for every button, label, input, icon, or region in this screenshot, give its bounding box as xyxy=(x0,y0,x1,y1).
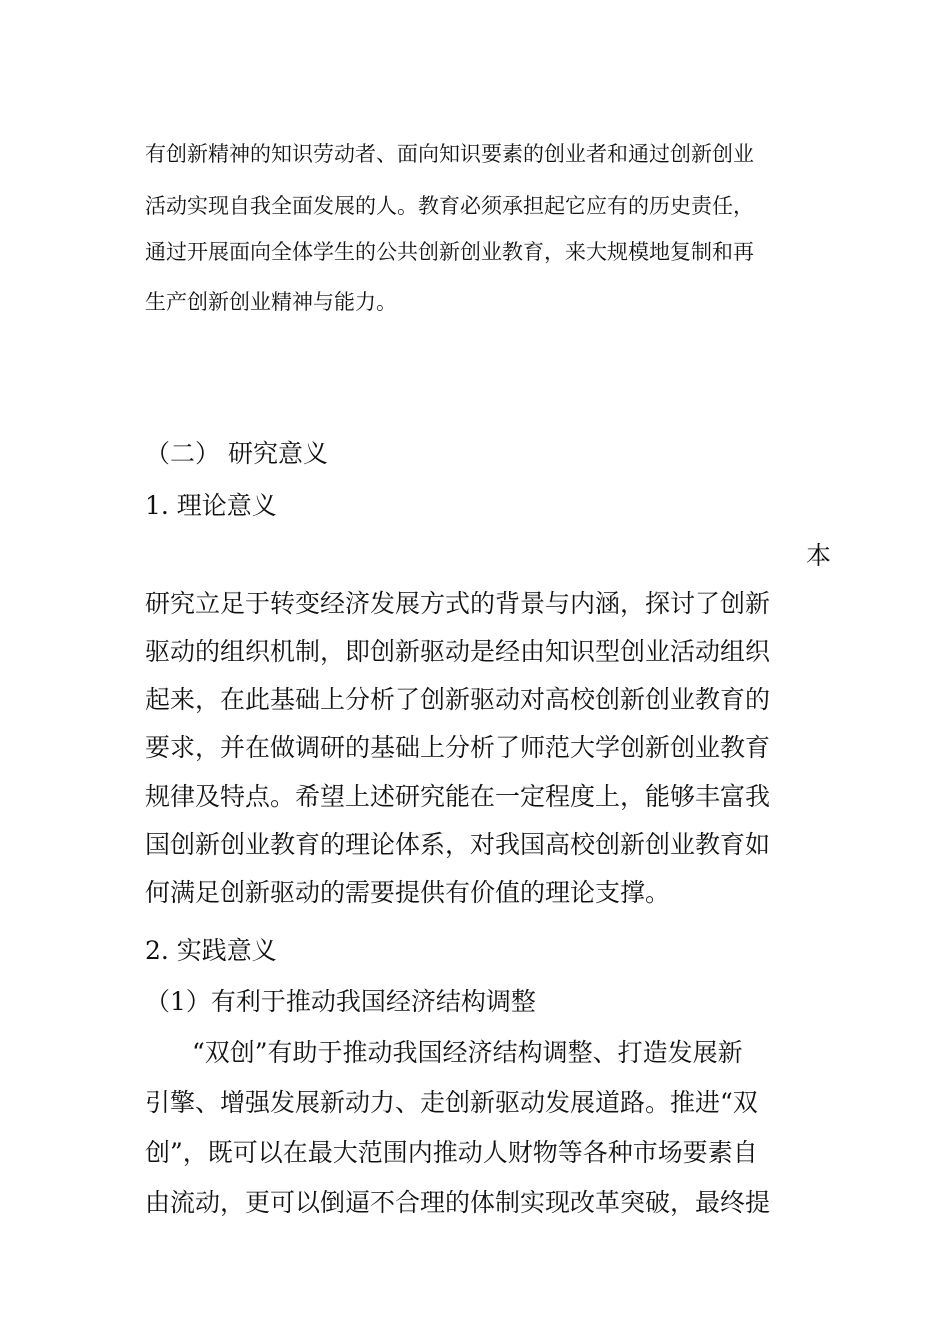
theory-line-5: 规律及特点。希望上述研究能在一定程度上，能够丰富我 xyxy=(145,782,771,811)
theory-line-2: 驱动的组织机制，即创新驱动是经由知识型创业活动组织 xyxy=(145,637,771,666)
practice-line-2: 引擎、增强发展新动力、走创新驱动发展道路。推进“双 xyxy=(145,1088,758,1117)
intro-line-4: 生产创新创业精神与能力。 xyxy=(145,290,397,314)
intro-line-1: 有创新精神的知识劳动者、面向知识要素的创业者和通过创新创业 xyxy=(145,142,754,166)
subsection-2-heading: 2. 实践意义 xyxy=(145,936,277,965)
section-heading: （二） 研究意义 xyxy=(145,439,328,468)
practice-line-4: 由流动，更可以倒逼不合理的体制实现改革突破，最终提 xyxy=(145,1188,771,1217)
theory-line-3: 起来，在此基础上分析了创新驱动对高校创新创业教育的 xyxy=(145,685,771,714)
theory-line-6: 国创新创业教育的理论体系，对我国高校创新创业教育如 xyxy=(145,830,771,859)
intro-line-2: 活动实现自我全面发展的人。教育必须承担起它应有的历史责任， xyxy=(145,194,754,218)
subsection-2-item-1-heading: （1）有利于推动我国经济结构调整 xyxy=(145,987,536,1016)
practice-line-1: “双创”有助于推动我国经济结构调整、打造发展新 xyxy=(192,1038,743,1067)
theory-line-4: 要求，并在做调研的基础上分析了师范大学创新创业教育 xyxy=(145,733,771,762)
subsection-1-first-char: 本 xyxy=(806,541,832,570)
theory-line-7: 何满足创新驱动的需要提供有价值的理论支撑。 xyxy=(145,878,671,907)
theory-line-1: 研究立足于转变经济发展方式的背景与内涵，探讨了创新 xyxy=(145,589,771,618)
practice-line-3: 创”，既可以在最大范围内推动人财物等各种市场要素自 xyxy=(145,1138,758,1167)
intro-line-3: 通过开展面向全体学生的公共创新创业教育，来大规模地复制和再 xyxy=(145,240,754,264)
subsection-1-heading: 1. 理论意义 xyxy=(145,491,277,520)
